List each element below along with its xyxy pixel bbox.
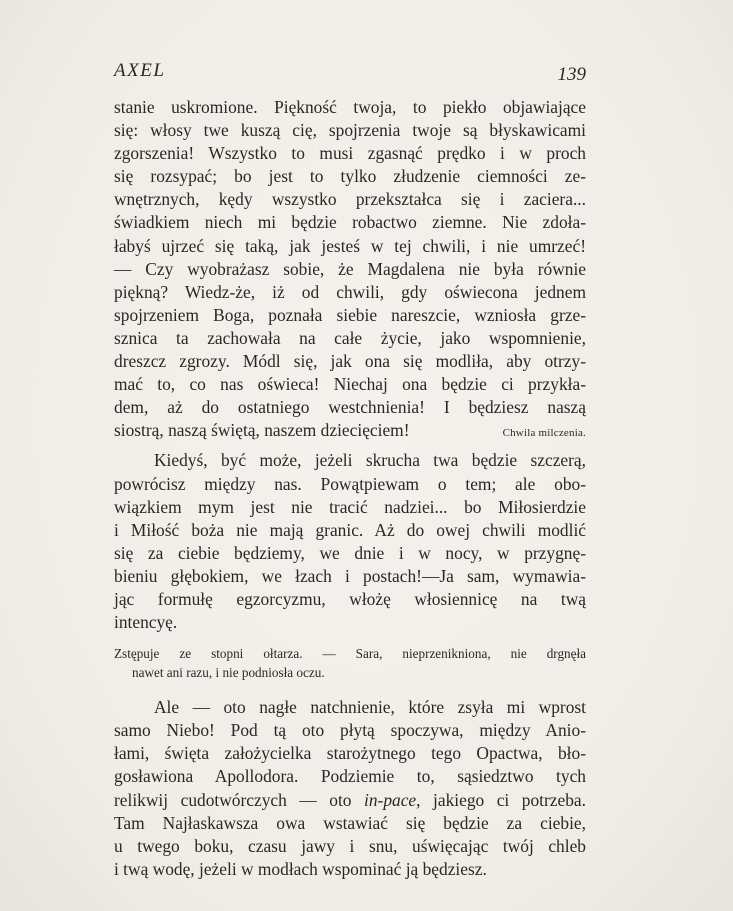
text-line: dem, aż do ostatniego westchnienia! I będziesz naszą — [114, 397, 586, 418]
text-line: Ale — oto nagłe natchnienie, które zsyła mi wprost — [154, 697, 586, 718]
text-line: samo Niebo! Pod tą oto płytą spoczywa, między Anio- — [114, 720, 586, 741]
inpace-italic: in-pace — [364, 789, 417, 810]
stage-direction — [114, 644, 586, 682]
text-line: łami, święta założycielka starożytnego tego Opactwa, bło- — [114, 743, 586, 764]
text-line: u twego boku, czasu jawy i snu, uświęcając twój chleb — [114, 835, 586, 856]
text-line: piękną? Wiedz-że, iż od chwili, gdy oświecona jednem — [114, 281, 586, 302]
text-line: łabyś ujrzeć się taką, jak jesteś w tej chwili, i nie umrzeć! — [114, 235, 586, 256]
text-line: sznica ta zachowała na całe życie, jako wspomnienie, — [114, 327, 586, 348]
paragraph-1 — [114, 96, 586, 442]
text-line: mać to, co nas oświeca! Niechaj ona będzie ci przykła- — [114, 374, 586, 395]
page-number: 139 — [557, 64, 586, 85]
text-line: Kiedyś, być może, jeżeli skrucha twa będzie szczerą, — [154, 450, 586, 471]
text-line: bieniu głębokiem, we łzach i postach!—Ja sam, wymawia- — [114, 565, 586, 586]
text-line: się: włosy twe kuszą cię, spojrzenia twoje są błyskawicami — [114, 120, 586, 141]
text-line: — Czy wyobrażasz sobie, że Magdalena nie była równie — [114, 258, 586, 279]
text-line: spojrzeniem Boga, poznała siebie nareszcie, wzniosła grze- — [114, 304, 586, 325]
stage-note-inline: Chwila milczenia. — [502, 427, 586, 440]
stage-direction-line: nawet ani razu, i nie podniosła oczu. — [132, 665, 325, 681]
paragraph-3 — [114, 696, 586, 881]
text-line: intencyę. — [114, 612, 178, 633]
text-line: się za ciebie będziemy, we dnie i w nocy, w przygnę- — [114, 542, 586, 563]
text-line: Tam Najłaskawsza owa wstawiać się będzie za ciebie, — [114, 812, 586, 833]
inpace-before: relikwij cudotwórczych — oto — [114, 789, 352, 810]
stage-direction-line: Zstępuje ze stopni ołtarza. — Sara, nieprzenikniona, nie drgnęła — [114, 646, 586, 662]
text-line: wnętrznych, kędy wszystko przekształca się i zaciera... — [114, 189, 586, 210]
text-line: jąc formułę egzorcyzmu, włożę włosiennicę na twą — [114, 588, 586, 609]
text-line: świadkiem niech mi będzie robactwo ziemne. Nie zdoła- — [114, 212, 586, 233]
running-head: AXEL — [114, 60, 166, 81]
text-line — [114, 419, 586, 442]
page-header — [114, 60, 586, 90]
text-line: i twą wodę, jeżeli w modłach wspominać ją będziesz. — [114, 858, 487, 879]
text-line: stanie uskromione. Piękność twoja, to piekło objawiające — [114, 97, 586, 117]
paragraph-1-last-line: siostrą, naszą świętą, naszem dziecięciem! — [114, 420, 410, 441]
text-line — [114, 789, 586, 812]
inpace-after: , jakiego ci potrzeba. — [416, 789, 586, 810]
text-line: zgorszenia! Wszystko to musi zgasnąć prędko i w proch — [114, 143, 586, 164]
text-line: i Miłość boża nie mają granic. Aż do owej chwili modlić — [114, 519, 586, 540]
text-line: wiązkiem mym jest nie tracić nadziei... bo Miłosierdzie — [114, 496, 586, 517]
paragraph-2 — [114, 449, 586, 634]
text-line: się rozsypać; bo jest to tylko złudzenie ciemności ze- — [114, 166, 586, 187]
text-line: gosławiona Apollodora. Podziemie to, sąsiedztwo tych — [114, 766, 586, 787]
text-line: powrócisz między nas. Powątpiewam o tem; ale obo- — [114, 473, 586, 494]
body-text — [114, 96, 586, 881]
text-line: dreszcz zgrozy. Módl się, jak ona się modliła, aby otrzy- — [114, 351, 586, 372]
